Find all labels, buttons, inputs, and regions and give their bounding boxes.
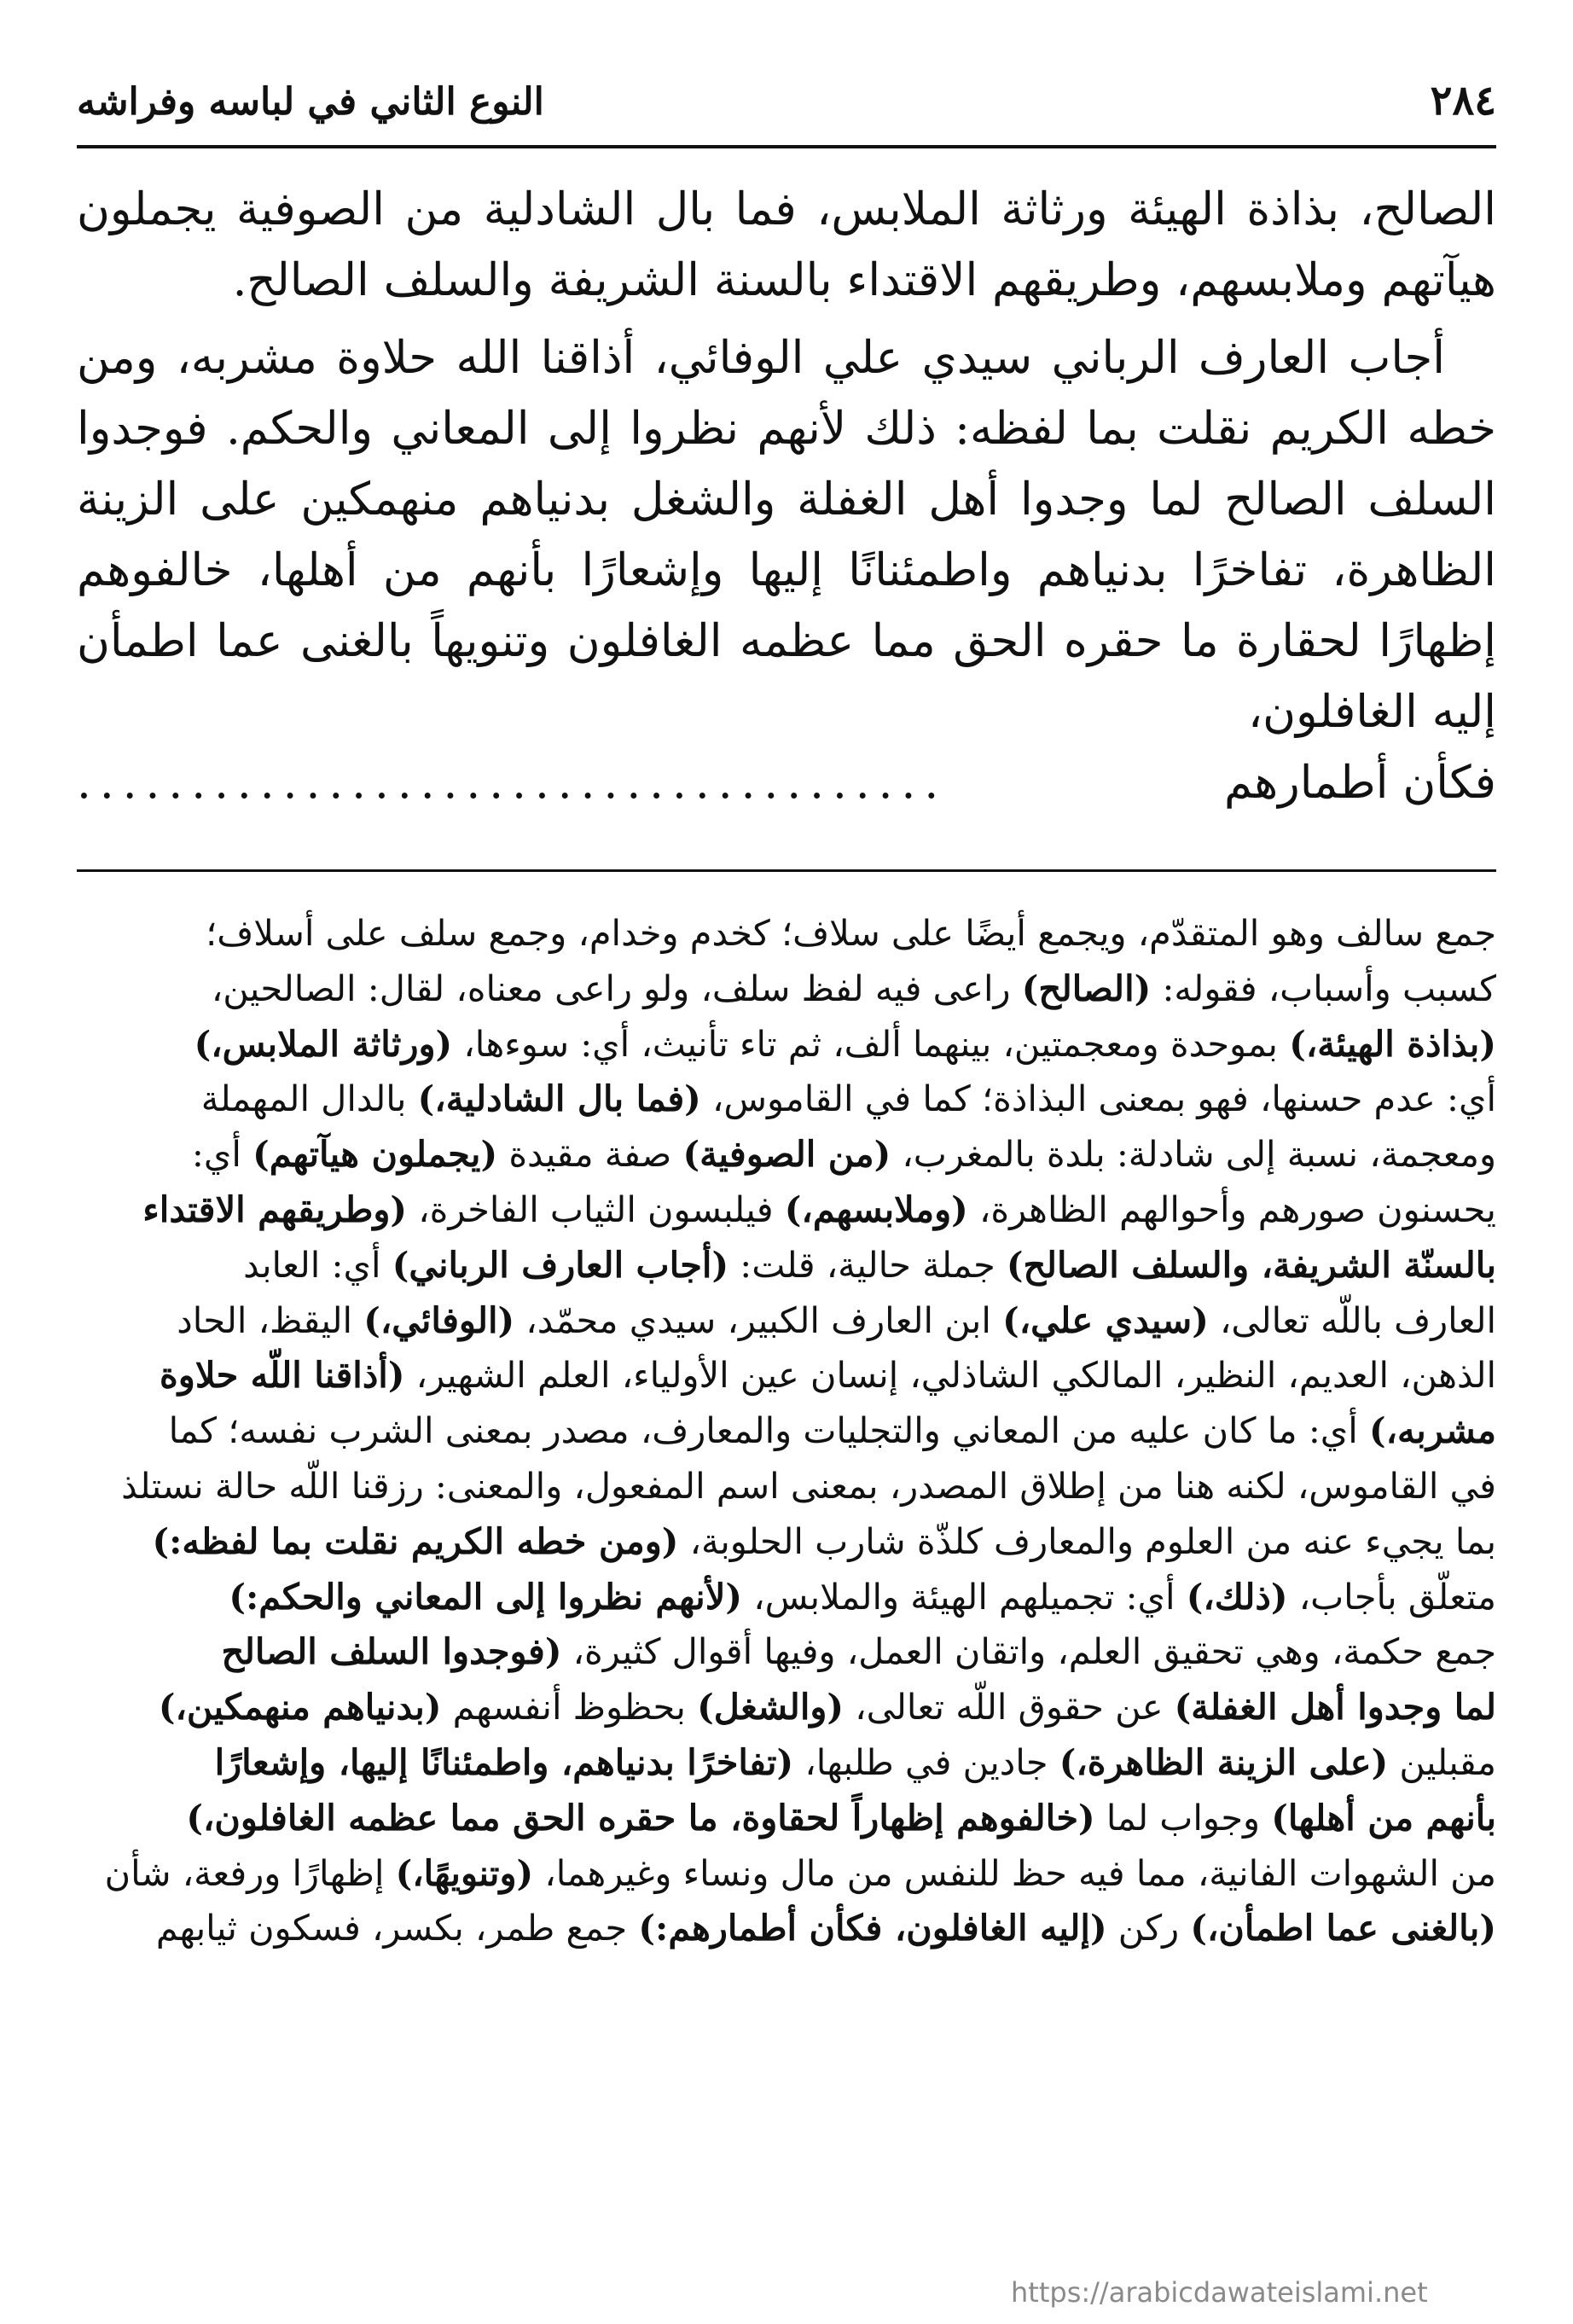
commentary-quoted-text: مشربه،) [1369,1409,1496,1452]
commentary-text-segment: جمع حكمة، وهي تحقيق العلم، واتقان العمل، وفيها أقوال كثيرة، [561,1630,1496,1673]
commentary-quoted-text: (أذاقنا اللّه حلاوة [160,1354,405,1397]
commentary-line [77,1901,1496,1956]
commentary-text-segment: أي: ما كان عليه من المعاني والتجليات والمعارف، مصدر بمعنى الشرب نفسه؛ كما [168,1409,1370,1452]
commentary-text-segment: بالدال المهملة [200,1078,418,1120]
commentary-text-segment: العارف باللّه تعالى، [1208,1299,1496,1341]
commentary-text-segment: راعى فيه لفظ سلف، ولو راعى معناه، لقال: الصالحين، [211,967,1022,1009]
commentary-line [77,906,1496,962]
main-paragraph-2: أجاب العارف الرباني سيدي علي الوفائي، أذاقنا الله حلاوة مشربه، ومن خطه الكريم نقلت بما لفظه: ذلك لأنهم نظروا إلى المعاني والحكم. فوجدوا السلف الصالح لما وجدوا أهل الغفلة والشغل بدنياهم منهمكين على الزينة الظاهرة، تفاخرًا بدنياهم واطمئنانًا إليها وإشعارًا بأنهم من أهلها، خالفوهم إظهارًا لحقارة ما حقره الحق مما عظمه الغافلون وتنويهاً بالغنى عما اطمأن إليه الغافلون، [77,332,1496,738]
commentary-quoted-text: (ذلك،) [1186,1575,1288,1618]
commentary-text-segment: ومعجمة، نسبة إلى شادلة: بلدة بالمغرب، [891,1133,1496,1176]
commentary-quoted-text: (خالفوهم إظهاراً لحقاوة، ما حقره الحق مما عظمه الغافلون،) [186,1796,1095,1839]
commentary-text-segment: بموحدة ومعجمتين، بينهما ألف، ثم تاء تأنيث، أي: سوءها، [452,1022,1290,1065]
commentary-text-segment: من الشهوات الفانية، مما فيه حظ للنفس من مال ونساء وغيرهما، [533,1851,1496,1894]
commentary-text-segment: جمع طمر، بكسر، فسكون ثيابهم [155,1907,639,1949]
commentary-text-segment: ركن [1106,1907,1191,1949]
commentary-text-segment: الذهن، العديم، النظير، المالكي الشاذلي، إنسان عين الأولياء، العلم الشهير، [404,1354,1496,1397]
page-number: ٢٨٤ [1430,77,1496,125]
commentary-text-segment: كسبب وأسباب، فقوله: [1151,967,1496,1009]
commentary-line [77,1735,1496,1791]
commentary-text-segment: صفة مقيدة [497,1133,683,1176]
commentary-line [77,1514,1496,1570]
commentary-line [77,1680,1496,1735]
commentary-quoted-text: (يجملون هيآتهم) [252,1133,498,1176]
running-title: النوع الثاني في لباسه وفراشه [77,80,544,124]
commentary-quoted-text: (أجاب العارف الرباني) [392,1243,729,1286]
commentary-quoted-text: (سيدي علي،) [1002,1299,1209,1341]
commentary-text-segment: ابن العارف الكبير، سيدي محمّد، [514,1299,1003,1341]
commentary-quoted-text: (بالغنى عما اطمأن،) [1190,1907,1496,1949]
commentary-quoted-text: (ومن خطه الكريم نقلت بما لفظه:) [152,1519,679,1562]
commentary-line [77,1403,1496,1459]
commentary-text-segment: جملة حالية، قلت: [728,1243,1007,1286]
commentary-quoted-text: (على الزينة الظاهرة،) [1059,1740,1389,1783]
commentary-text-segment: وجواب لما [1094,1796,1272,1839]
main-last-line-text: فكأن أطمارهم [1223,757,1496,809]
commentary-quoted-text: (بدنياهم منهمكين،) [158,1686,442,1728]
commentary-text [77,906,1496,1956]
commentary-quoted-text: (بذاذة الهيئة،) [1289,1022,1496,1065]
commentary-quoted-text: لما وجدوا أهل الغفلة) [1174,1686,1496,1728]
watermark-url: https://arabicdawateislami.net [1011,2276,1428,2309]
commentary-line [77,962,1496,1017]
commentary-line [77,1791,1496,1846]
commentary-text-segment: أي: تجميلهم الهيئة والملابس، [742,1575,1187,1618]
commentary-quoted-text: (لأنهم نظروا إلى المعاني والحكم:) [229,1575,743,1618]
main-paragraph-1: الصالح، بذاذة الهيئة ورثاثة الملابس، فما بال الشادلية من الصوفية يجملون هيآتهم وملابسهم، وطريقهم الاقتداء بالسنة الشريفة والسلف الصالح. [77,183,1496,306]
commentary-text-segment: متعلّق بأجاب، [1287,1575,1496,1618]
commentary-quoted-text: (إليه الغافلون، فكأن أطمارهم:) [638,1907,1107,1949]
commentary-text-segment: إظهارًا ورفعة، شأن [104,1851,396,1894]
ellipsis-dots: ...................................... [77,757,948,809]
commentary-text-segment: في القاموس، لكنه هنا من إطلاق المصدر، بمعنى اسم المفعول، والمعنى: رزقنا اللّه حالة نستلذ [121,1464,1496,1507]
commentary-line [77,1624,1496,1680]
commentary-text-segment: أي: [191,1133,253,1176]
commentary-text-segment: مقبلين [1388,1740,1496,1783]
commentary-quoted-text: (والشغل) [697,1686,845,1728]
commentary-quoted-text: (ورثاثة الملابس،) [194,1022,453,1065]
commentary-quoted-text: (الوفائي،) [363,1299,515,1341]
commentary-quoted-text: (الصالح) [1021,967,1152,1009]
commentary-text-segment: جمع سالف وهو المتقدّم، ويجمع أيضًا على سلاف؛ كخدم وخدام، وجمع سلف على أسلاف؛ [206,912,1496,954]
commentary-quoted-text: (تفاخرًا بدنياهم، واطمئنانًا إليها، وإشعارًا [214,1740,794,1783]
commentary-text-segment: بحظوظ أنفسهم [441,1686,698,1728]
commentary-text-segment: بما يجيء عنه من العلوم والمعارف كلذّة شارب الحلوبة، [678,1519,1496,1562]
commentary-line [77,1127,1496,1182]
commentary-quoted-text: (فوجدوا السلف الصالح [221,1630,562,1673]
main-last-line [77,747,1496,818]
commentary-quoted-text: (وتنويهًا،) [395,1851,534,1894]
commentary-line [77,1348,1496,1403]
commentary-line [77,1846,1496,1902]
main-text [77,174,1496,818]
commentary-line [77,1459,1496,1514]
commentary-text-segment: يحسنون صورهم وأحوالهم الظاهرة، [967,1188,1496,1230]
commentary-line [77,1072,1496,1127]
commentary-quoted-text: (فما بال الشادلية،) [417,1078,701,1120]
commentary-text-segment: جادين في طلبها، [793,1740,1059,1783]
commentary-text-segment: اليقظ، الحاد [177,1299,364,1341]
page-header [77,77,1496,137]
commentary-text-segment: عن حقوق اللّه تعالى، [844,1686,1175,1728]
commentary-text-segment: أي: العابد [243,1243,392,1286]
commentary-quoted-text: بالسنّة الشريفة، والسلف الصالح) [1006,1243,1496,1286]
commentary-line [77,1182,1496,1238]
commentary-quoted-text: بأنهم من أهلها) [1271,1796,1496,1839]
commentary-line [77,1293,1496,1349]
footnote-divider [77,869,1496,872]
commentary-text-segment: فيلبسون الثياب الفاخرة، [407,1188,785,1230]
header-rule [77,145,1496,148]
commentary-quoted-text: (وطريقهم الاقتداء [142,1188,408,1230]
commentary-line [77,1238,1496,1293]
commentary-text-segment: أي: عدم حسنها، فهو بمعنى البذاذة؛ كما في القاموس، [700,1078,1496,1120]
commentary-line [77,1017,1496,1072]
commentary-line [77,1570,1496,1625]
commentary-quoted-text: (من الصوفية) [682,1133,891,1176]
commentary-quoted-text: (وملابسهم،) [784,1188,968,1230]
